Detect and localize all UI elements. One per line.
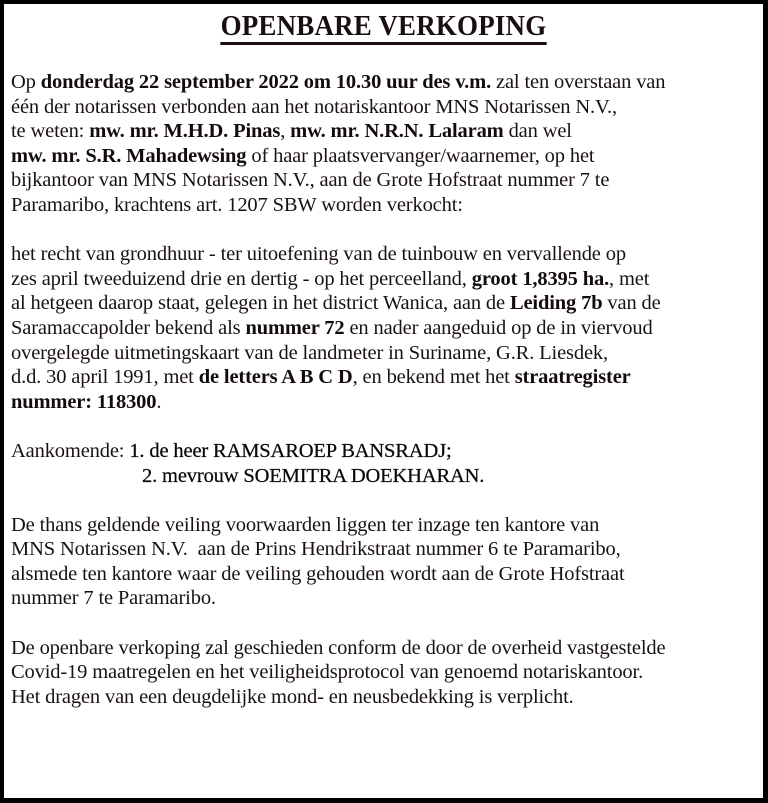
intro-line-1 bbox=[11, 70, 757, 95]
notice-title bbox=[31, 8, 737, 44]
text: zal ten overstaan van bbox=[491, 71, 666, 93]
property-line-1: het recht van grondhuur - ter uitoefening van de tuinbouw en vervallende op bbox=[11, 243, 626, 266]
aankomende-line-1 bbox=[11, 439, 757, 464]
property-line-4 bbox=[11, 316, 757, 341]
property-number: nummer 72 bbox=[245, 316, 345, 339]
street-register-number: nummer: 118300 bbox=[11, 390, 157, 413]
text: en nader aangeduid op de in viervoud bbox=[344, 316, 653, 339]
notary-name-1: mw. mr. M.H.D. Pinas bbox=[89, 120, 281, 143]
covid-line-3: Het dragen van een deugdelijke mond- en neusbedekking is verplicht. bbox=[11, 685, 574, 708]
text: . bbox=[156, 390, 162, 413]
property-line-3 bbox=[11, 291, 757, 316]
paragraph-aankomende bbox=[11, 439, 757, 488]
text: d.d. 30 april 1991, met bbox=[11, 366, 199, 389]
covid-line-2: Covid-19 maatregelen en het veiligheidsprotocol van genoemd notariskantoor. bbox=[11, 661, 644, 684]
paragraph-property bbox=[11, 242, 757, 414]
sale-date: donderdag 22 september 2022 om 10.30 uur des v.m. bbox=[40, 71, 492, 93]
street-register-label: straatregister bbox=[514, 366, 631, 389]
text: dan wel bbox=[503, 120, 572, 143]
paragraph-gap bbox=[11, 218, 757, 243]
text: Op bbox=[11, 71, 41, 93]
text: Saramaccapolder bekend als bbox=[11, 316, 246, 339]
intro-line-5: bijkantoor van MNS Notarissen N.V., aan de Grote Hofstraat nummer 7 te bbox=[11, 169, 610, 192]
property-location: Leiding 7b bbox=[509, 292, 603, 315]
text: te weten: bbox=[11, 120, 90, 143]
aankomende-name-2: 2. mevrouw SOEMITRA DOEKHARAN. bbox=[142, 464, 485, 487]
property-line-7 bbox=[11, 390, 757, 415]
notary-name-3: mw. mr. S.R. Mahadewsing bbox=[11, 144, 247, 167]
paragraph-intro bbox=[11, 70, 757, 218]
text: , met bbox=[609, 267, 650, 290]
notice-body bbox=[11, 70, 757, 709]
property-letters: de letters A B C D bbox=[198, 366, 353, 389]
covid-line-1: De openbare verkoping zal geschieden conform de door de overheid vastgestelde bbox=[11, 636, 666, 659]
paragraph-conditions bbox=[11, 513, 757, 611]
paragraph-gap bbox=[11, 414, 757, 439]
property-line-5: overgelegde uitmetingskaart van de landmeter in Suriname, G.R. Liesdek, bbox=[11, 341, 608, 364]
intro-line-6: Paramaribo, krachtens art. 1207 SBW worden verkocht: bbox=[11, 193, 463, 216]
notice-title-text: OPENBARE VERKOPING bbox=[221, 10, 547, 45]
intro-line-3 bbox=[11, 119, 757, 144]
conditions-line-3: alsmede ten kantore waar de veiling gehouden wordt aan de Grote Hofstraat bbox=[11, 562, 625, 585]
property-line-2 bbox=[11, 267, 757, 292]
aankomende-label: Aankomende: bbox=[11, 439, 130, 462]
text: of haar plaatsvervanger/waarnemer, op het bbox=[246, 144, 595, 167]
conditions-line-4: nummer 7 te Paramaribo. bbox=[11, 587, 216, 610]
property-size: groot 1,8395 ha. bbox=[471, 267, 610, 290]
aankomende-name-1: 1. de heer RAMSAROEP BANSRADJ; bbox=[129, 439, 452, 462]
paragraph-covid bbox=[11, 636, 757, 710]
paragraph-gap bbox=[11, 488, 757, 513]
text: , bbox=[280, 120, 291, 143]
text: zes april tweeduizend drie en dertig - op het perceelland, bbox=[11, 267, 472, 290]
conditions-line-2: MNS Notarissen N.V. aan de Prins Hendrikstraat nummer 6 te Paramaribo, bbox=[11, 538, 621, 561]
paragraph-gap bbox=[11, 611, 757, 636]
property-line-6 bbox=[11, 365, 757, 390]
intro-line-2: één der notarissen verbonden aan het notariskantoor MNS Notarissen N.V., bbox=[11, 95, 617, 118]
text: van de bbox=[602, 292, 661, 315]
intro-line-4 bbox=[11, 144, 757, 169]
notary-name-2: mw. mr. N.R.N. Lalaram bbox=[290, 120, 504, 143]
conditions-line-1: De thans geldende veiling voorwaarden liggen ter inzage ten kantore van bbox=[11, 513, 600, 536]
text: , en bekend met het bbox=[352, 366, 515, 389]
text: al hetgeen daarop staat, gelegen in het district Wanica, aan de bbox=[11, 292, 510, 315]
aankomende-line-2 bbox=[11, 464, 757, 489]
